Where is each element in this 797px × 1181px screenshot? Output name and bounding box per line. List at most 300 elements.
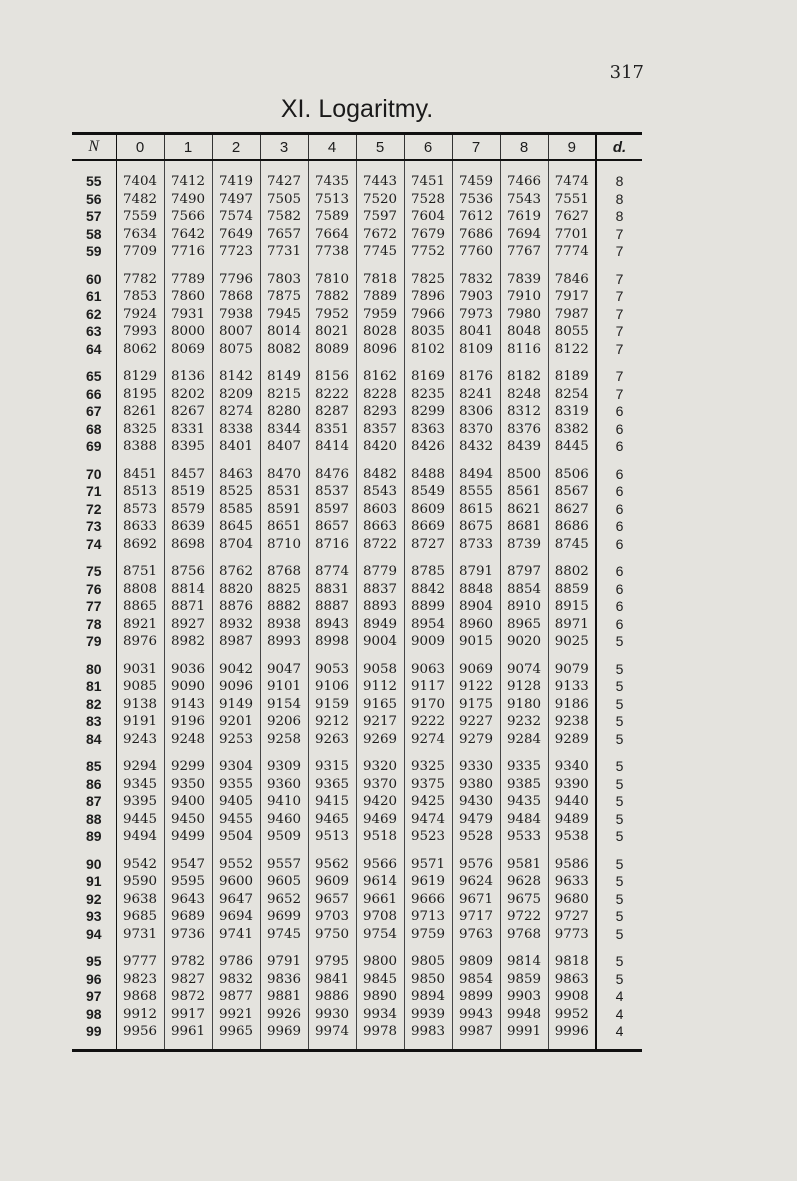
log-value-cell: 7796 (212, 261, 260, 289)
log-value-cell: 9881 (260, 988, 308, 1006)
log-value-cell: 9562 (308, 846, 356, 874)
log-value-cell: 7589 (308, 208, 356, 226)
log-value-cell: 8312 (500, 403, 548, 421)
log-value-cell: 9666 (404, 891, 452, 909)
log-value-cell: 9395 (116, 793, 164, 811)
difference-cell: 7 (596, 386, 642, 404)
log-value-cell: 7832 (452, 261, 500, 289)
row-number: 68 (72, 421, 116, 439)
difference-cell: 5 (596, 908, 642, 926)
table-row (72, 386, 642, 404)
log-value-cell: 8785 (404, 553, 452, 581)
log-value-cell: 9175 (452, 696, 500, 714)
log-value-cell: 9031 (116, 651, 164, 679)
row-number: 89 (72, 828, 116, 846)
log-value-cell: 9939 (404, 1006, 452, 1024)
log-value-cell: 9309 (260, 748, 308, 776)
difference-cell: 8 (596, 191, 642, 209)
log-value-cell: 7738 (308, 243, 356, 261)
log-value-cell: 8820 (212, 581, 260, 599)
log-value-cell: 8882 (260, 598, 308, 616)
log-value-cell: 9069 (452, 651, 500, 679)
log-value-cell: 8960 (452, 616, 500, 634)
log-value-cell: 9609 (308, 873, 356, 891)
log-value-cell: 9355 (212, 776, 260, 794)
log-value-cell: 9961 (164, 1023, 212, 1049)
difference-cell: 6 (596, 581, 642, 599)
header-digit-2: 2 (212, 134, 260, 161)
log-value-cell: 8069 (164, 341, 212, 359)
log-value-cell: 8014 (260, 323, 308, 341)
log-value-cell: 9877 (212, 988, 260, 1006)
log-value-cell: 8476 (308, 456, 356, 484)
row-number: 57 (72, 208, 116, 226)
log-value-cell: 9542 (116, 846, 164, 874)
log-value-cell: 9375 (404, 776, 452, 794)
log-value-cell: 9350 (164, 776, 212, 794)
log-value-cell: 8280 (260, 403, 308, 421)
log-value-cell: 9025 (548, 633, 596, 651)
log-value-cell: 8727 (404, 536, 452, 554)
log-value-cell: 8222 (308, 386, 356, 404)
log-value-cell: 9425 (404, 793, 452, 811)
log-value-cell: 9143 (164, 696, 212, 714)
log-value-cell: 7825 (404, 261, 452, 289)
log-value-cell: 7419 (212, 160, 260, 191)
log-value-cell: 9633 (548, 873, 596, 891)
log-value-cell: 8407 (260, 438, 308, 456)
log-value-cell: 9090 (164, 678, 212, 696)
row-number: 85 (72, 748, 116, 776)
log-value-cell: 9489 (548, 811, 596, 829)
log-value-cell: 7474 (548, 160, 596, 191)
log-value-cell: 9128 (500, 678, 548, 696)
log-value-cell: 7868 (212, 288, 260, 306)
table-row (72, 651, 642, 679)
difference-cell: 6 (596, 553, 642, 581)
log-value-cell: 7731 (260, 243, 308, 261)
log-value-cell: 9708 (356, 908, 404, 926)
log-value-cell: 8021 (308, 323, 356, 341)
log-value-cell: 7466 (500, 160, 548, 191)
log-value-cell: 8089 (308, 341, 356, 359)
table-row (72, 873, 642, 891)
log-value-cell: 7752 (404, 243, 452, 261)
log-value-cell: 7443 (356, 160, 404, 191)
log-value-cell: 8254 (548, 386, 596, 404)
log-value-cell: 9345 (116, 776, 164, 794)
log-value-cell: 9042 (212, 651, 260, 679)
log-value-cell: 8751 (116, 553, 164, 581)
difference-cell: 5 (596, 891, 642, 909)
log-value-cell: 7634 (116, 226, 164, 244)
log-value-cell: 9304 (212, 748, 260, 776)
header-n: N (72, 134, 116, 161)
table-body (72, 160, 642, 1049)
log-value-cell: 8949 (356, 616, 404, 634)
log-value-cell: 9096 (212, 678, 260, 696)
log-value-cell: 9827 (164, 971, 212, 989)
log-value-cell: 9805 (404, 943, 452, 971)
header-digit-6: 6 (404, 134, 452, 161)
log-value-cell: 9499 (164, 828, 212, 846)
log-value-cell: 8704 (212, 536, 260, 554)
difference-cell: 5 (596, 971, 642, 989)
log-value-cell: 8627 (548, 501, 596, 519)
log-value-cell: 9079 (548, 651, 596, 679)
log-value-cell: 9149 (212, 696, 260, 714)
logarithm-table (72, 132, 642, 1049)
log-value-cell: 7551 (548, 191, 596, 209)
log-value-cell: 9722 (500, 908, 548, 926)
log-value-cell: 7459 (452, 160, 500, 191)
log-value-cell: 8837 (356, 581, 404, 599)
log-value-cell: 9523 (404, 828, 452, 846)
log-value-cell: 8993 (260, 633, 308, 651)
difference-cell: 7 (596, 288, 642, 306)
difference-cell: 5 (596, 713, 642, 731)
log-value-cell: 9991 (500, 1023, 548, 1049)
log-value-cell: 9974 (308, 1023, 356, 1049)
log-value-cell: 7536 (452, 191, 500, 209)
log-value-cell: 8982 (164, 633, 212, 651)
log-value-cell: 8457 (164, 456, 212, 484)
log-value-cell: 9509 (260, 828, 308, 846)
difference-cell: 6 (596, 518, 642, 536)
log-value-cell: 9154 (260, 696, 308, 714)
log-value-cell: 8482 (356, 456, 404, 484)
log-value-cell: 8363 (404, 421, 452, 439)
log-value-cell: 8567 (548, 483, 596, 501)
log-value-cell: 9263 (308, 731, 356, 749)
table-row (72, 323, 642, 341)
row-number: 91 (72, 873, 116, 891)
log-value-cell: 9340 (548, 748, 596, 776)
log-value-cell: 8382 (548, 421, 596, 439)
log-value-cell: 8808 (116, 581, 164, 599)
log-value-cell: 9713 (404, 908, 452, 926)
table-row (72, 501, 642, 519)
log-value-cell: 9841 (308, 971, 356, 989)
log-value-cell: 8299 (404, 403, 452, 421)
log-value-cell: 8585 (212, 501, 260, 519)
log-value-cell: 8162 (356, 358, 404, 386)
log-value-cell: 9289 (548, 731, 596, 749)
row-number: 63 (72, 323, 116, 341)
log-value-cell: 8267 (164, 403, 212, 421)
log-value-cell: 9528 (452, 828, 500, 846)
log-value-cell: 9430 (452, 793, 500, 811)
log-value-cell: 7818 (356, 261, 404, 289)
log-value-cell: 9948 (500, 1006, 548, 1024)
log-value-cell: 9647 (212, 891, 260, 909)
page-title: XI. Logaritmy. (280, 95, 434, 123)
log-value-cell: 9258 (260, 731, 308, 749)
row-number: 81 (72, 678, 116, 696)
log-value-cell: 9845 (356, 971, 404, 989)
log-value-cell: 8621 (500, 501, 548, 519)
log-value-cell: 8756 (164, 553, 212, 581)
log-value-cell: 9814 (500, 943, 548, 971)
log-value-cell: 9547 (164, 846, 212, 874)
log-value-cell: 9274 (404, 731, 452, 749)
log-value-cell: 9222 (404, 713, 452, 731)
row-number: 78 (72, 616, 116, 634)
log-value-cell: 9987 (452, 1023, 500, 1049)
row-number: 72 (72, 501, 116, 519)
log-value-cell: 8274 (212, 403, 260, 421)
header-digit-4: 4 (308, 134, 356, 161)
table-row (72, 926, 642, 944)
log-value-cell: 7875 (260, 288, 308, 306)
log-value-cell: 9619 (404, 873, 452, 891)
difference-cell: 7 (596, 358, 642, 386)
log-value-cell: 7896 (404, 288, 452, 306)
log-value-cell: 8351 (308, 421, 356, 439)
log-value-cell: 9180 (500, 696, 548, 714)
log-value-cell: 8987 (212, 633, 260, 651)
table-row (72, 288, 642, 306)
log-value-cell: 9680 (548, 891, 596, 909)
log-value-cell: 9400 (164, 793, 212, 811)
log-value-cell: 8887 (308, 598, 356, 616)
log-value-cell: 7910 (500, 288, 548, 306)
row-number: 79 (72, 633, 116, 651)
logarithm-table-container (72, 132, 642, 1052)
log-value-cell: 9420 (356, 793, 404, 811)
table-row (72, 581, 642, 599)
log-value-cell: 9965 (212, 1023, 260, 1049)
log-value-cell: 8142 (212, 358, 260, 386)
log-value-cell: 8149 (260, 358, 308, 386)
log-value-cell: 7672 (356, 226, 404, 244)
difference-cell: 5 (596, 776, 642, 794)
log-value-cell: 8432 (452, 438, 500, 456)
row-number: 75 (72, 553, 116, 581)
log-value-cell: 7774 (548, 243, 596, 261)
table-row (72, 1023, 642, 1049)
log-value-cell: 7767 (500, 243, 548, 261)
log-value-cell: 8927 (164, 616, 212, 634)
log-value-cell: 9581 (500, 846, 548, 874)
log-value-cell: 8910 (500, 598, 548, 616)
log-value-cell: 8645 (212, 518, 260, 536)
log-value-cell: 8531 (260, 483, 308, 501)
log-value-cell: 9217 (356, 713, 404, 731)
log-value-cell: 9170 (404, 696, 452, 714)
log-value-cell: 7679 (404, 226, 452, 244)
log-value-cell: 7404 (116, 160, 164, 191)
difference-cell: 5 (596, 748, 642, 776)
row-number: 66 (72, 386, 116, 404)
log-value-cell: 7482 (116, 191, 164, 209)
difference-cell: 6 (596, 403, 642, 421)
log-value-cell: 7559 (116, 208, 164, 226)
table-row (72, 846, 642, 874)
difference-cell: 4 (596, 1023, 642, 1049)
log-value-cell: 7701 (548, 226, 596, 244)
log-value-cell: 8007 (212, 323, 260, 341)
log-value-cell: 8235 (404, 386, 452, 404)
log-value-cell: 8488 (404, 456, 452, 484)
header-digit-3: 3 (260, 134, 308, 161)
log-value-cell: 9576 (452, 846, 500, 874)
log-value-cell: 9786 (212, 943, 260, 971)
log-value-cell: 8797 (500, 553, 548, 581)
log-value-cell: 8774 (308, 553, 356, 581)
log-value-cell: 7917 (548, 288, 596, 306)
log-value-cell: 8555 (452, 483, 500, 501)
log-value-cell: 9243 (116, 731, 164, 749)
log-value-cell: 9538 (548, 828, 596, 846)
log-value-cell: 8395 (164, 438, 212, 456)
difference-cell: 8 (596, 208, 642, 226)
log-value-cell: 8122 (548, 341, 596, 359)
log-value-cell: 9759 (404, 926, 452, 944)
table-row (72, 696, 642, 714)
log-value-cell: 8733 (452, 536, 500, 554)
log-value-cell: 9117 (404, 678, 452, 696)
log-value-cell: 9474 (404, 811, 452, 829)
log-value-cell: 9405 (212, 793, 260, 811)
log-value-cell: 9009 (404, 633, 452, 651)
log-value-cell: 8954 (404, 616, 452, 634)
log-value-cell: 9943 (452, 1006, 500, 1024)
table-row (72, 483, 642, 501)
log-value-cell: 7803 (260, 261, 308, 289)
log-value-cell: 7993 (116, 323, 164, 341)
log-value-cell: 8561 (500, 483, 548, 501)
log-value-cell: 8698 (164, 536, 212, 554)
log-value-cell: 8293 (356, 403, 404, 421)
log-value-cell: 8439 (500, 438, 548, 456)
row-number: 94 (72, 926, 116, 944)
log-value-cell: 9868 (116, 988, 164, 1006)
log-value-cell: 9671 (452, 891, 500, 909)
log-value-cell: 9689 (164, 908, 212, 926)
table-row (72, 421, 642, 439)
table-row (72, 943, 642, 971)
log-value-cell: 8325 (116, 421, 164, 439)
row-number: 96 (72, 971, 116, 989)
log-value-cell: 8075 (212, 341, 260, 359)
header-difference: d. (596, 134, 642, 161)
log-value-cell: 9101 (260, 678, 308, 696)
log-value-cell: 9085 (116, 678, 164, 696)
log-value-cell: 7760 (452, 243, 500, 261)
log-value-cell: 7931 (164, 306, 212, 324)
row-number: 82 (72, 696, 116, 714)
log-value-cell: 8129 (116, 358, 164, 386)
log-value-cell: 8745 (548, 536, 596, 554)
log-value-cell: 7810 (308, 261, 356, 289)
log-value-cell: 7716 (164, 243, 212, 261)
log-value-cell: 8848 (452, 581, 500, 599)
log-value-cell: 9863 (548, 971, 596, 989)
difference-cell: 5 (596, 846, 642, 874)
table-row (72, 191, 642, 209)
log-value-cell: 9741 (212, 926, 260, 944)
difference-cell: 6 (596, 501, 642, 519)
table-row (72, 828, 642, 846)
log-value-cell: 9460 (260, 811, 308, 829)
log-value-cell: 9717 (452, 908, 500, 926)
log-value-cell: 8791 (452, 553, 500, 581)
log-value-cell: 7451 (404, 160, 452, 191)
log-value-cell: 9571 (404, 846, 452, 874)
log-value-cell: 8513 (116, 483, 164, 501)
log-value-cell: 7664 (308, 226, 356, 244)
log-value-cell: 8686 (548, 518, 596, 536)
log-value-cell: 7543 (500, 191, 548, 209)
log-value-cell: 9800 (356, 943, 404, 971)
log-value-cell: 9385 (500, 776, 548, 794)
log-value-cell: 9736 (164, 926, 212, 944)
log-value-cell: 9415 (308, 793, 356, 811)
log-value-cell: 9227 (452, 713, 500, 731)
log-value-cell: 8722 (356, 536, 404, 554)
log-value-cell: 9782 (164, 943, 212, 971)
table-bottom-rule (72, 1049, 642, 1052)
log-value-cell: 8893 (356, 598, 404, 616)
log-value-cell: 9325 (404, 748, 452, 776)
table-row (72, 971, 642, 989)
log-value-cell: 8591 (260, 501, 308, 519)
log-value-cell: 8102 (404, 341, 452, 359)
header-digit-5: 5 (356, 134, 404, 161)
log-value-cell: 9238 (548, 713, 596, 731)
log-value-cell: 9921 (212, 1006, 260, 1024)
log-value-cell: 8463 (212, 456, 260, 484)
log-value-cell: 7959 (356, 306, 404, 324)
table-row (72, 208, 642, 226)
log-value-cell: 9165 (356, 696, 404, 714)
row-number: 70 (72, 456, 116, 484)
row-number: 65 (72, 358, 116, 386)
log-value-cell: 8859 (548, 581, 596, 599)
log-value-cell: 7966 (404, 306, 452, 324)
log-value-cell: 8055 (548, 323, 596, 341)
row-number: 88 (72, 811, 116, 829)
log-value-cell: 8965 (500, 616, 548, 634)
table-row (72, 261, 642, 289)
log-value-cell: 9727 (548, 908, 596, 926)
log-value-cell: 8338 (212, 421, 260, 439)
log-value-cell: 8376 (500, 421, 548, 439)
log-value-cell: 7513 (308, 191, 356, 209)
log-value-cell: 7528 (404, 191, 452, 209)
log-value-cell: 9047 (260, 651, 308, 679)
log-value-cell: 8633 (116, 518, 164, 536)
log-value-cell: 8169 (404, 358, 452, 386)
log-value-cell: 8500 (500, 456, 548, 484)
table-row (72, 160, 642, 191)
difference-cell: 4 (596, 1006, 642, 1024)
log-value-cell: 9122 (452, 678, 500, 696)
log-value-cell: 9315 (308, 748, 356, 776)
table-row (72, 438, 642, 456)
log-value-cell: 7505 (260, 191, 308, 209)
row-number: 62 (72, 306, 116, 324)
log-value-cell: 9112 (356, 678, 404, 696)
table-row (72, 908, 642, 926)
log-value-cell: 9754 (356, 926, 404, 944)
table-row (72, 536, 642, 554)
difference-cell: 6 (596, 456, 642, 484)
table-row (72, 226, 642, 244)
row-number: 80 (72, 651, 116, 679)
difference-cell: 4 (596, 988, 642, 1006)
